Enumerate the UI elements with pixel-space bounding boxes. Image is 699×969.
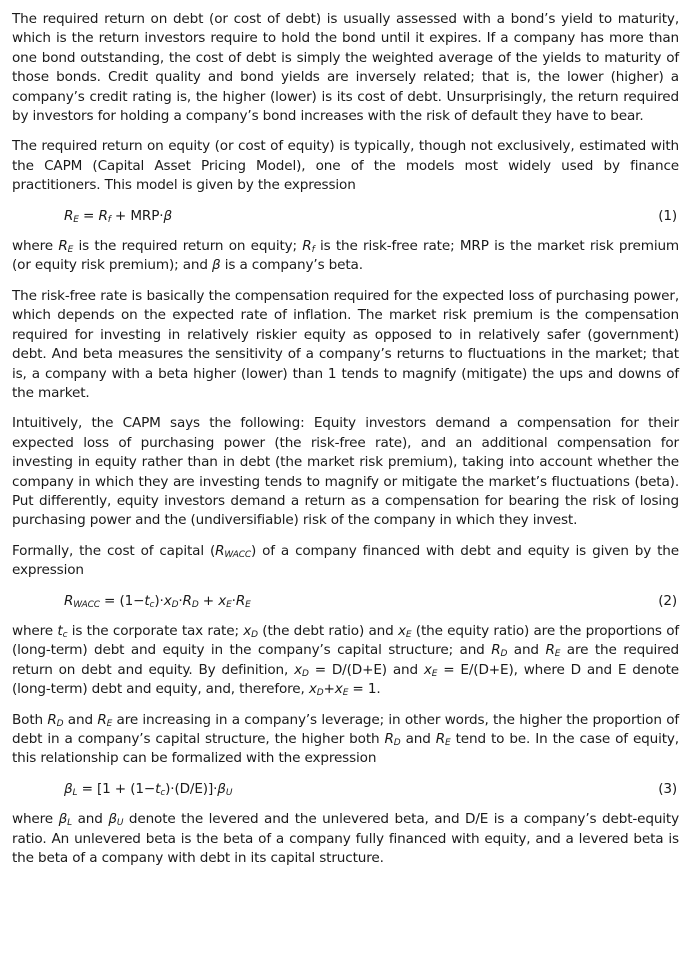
paragraph-cost-of-debt: The required return on debt (or cost of debt) is usually assessed with a bond’s yield to maturity, which is the return investors require to hold the bond until it expires. If a company has more than one bond outstanding, the cost of debt is simply the weighted average of the yields to maturity of those bonds. Credit quality and bond yields are inversely related; that is, the lower (higher) a company’s credit rating is, the higher (lower) is its cost of debt. Unsurprisingly, the return required by investors for holding a company’s bond increases with the risk of default they have to bear.: [12, 11, 679, 125]
equation-capm: [12, 207, 679, 226]
paragraph-capm-intuition: Intuitively, the CAPM says the following: Equity investors demand a compensation for their expected loss of purchasing power (the risk-free rate), and an additional compensation for investing in equity rather than in debt (the market risk premium), taking into account whether the company in which they are investing tends to magnify or mitigate the market’s fluctuations (beta). Put differently, equity investors demand a return as a compensation for bearing the risk of losing purchasing power and the (undiversifiable) risk of the company in which they invest.: [12, 415, 679, 529]
paragraph-capm-definitions: where $R_E$ is the required return on equity; $R_f$ is the risk-free rate; MRP is the market risk premium (or equity risk premium); and β is a company’s beta.: [12, 238, 680, 274]
paragraph-beta-definitions: where $\beta_L$ and $\beta_U$ denote the levered and the unlevered beta, and D/E is a company’s debt-equity ratio. An unlevered beta is the beta of a company fully financed with equity, and a levered beta is the beta of a company with debt in its capital structure.: [12, 811, 679, 867]
paragraph-risk-free-rate: The risk-free rate is basically the compensation required for the expected loss of purchasing power, which depends on the expected rate of inflation. The market risk premium is the compensation required for investing in relatively riskier equity as opposed to in relatively safer (government) debt. And beta measures the sensitivity of a company’s returns to fluctuations in the market; that is, a company with a beta higher (lower) than 1 tends to magnify (mitigate) the ups and downs of the market.: [12, 287, 679, 401]
equation-3-body: $\beta_L = [1 + (1-t_c)\cdot(D/E)]\cdot\beta_U$: [64, 780, 233, 798]
equation-number-2: (2): [658, 592, 677, 609]
equation-number-3: (3): [658, 780, 677, 797]
equation-wacc: [12, 592, 679, 611]
equation-levered-beta: [12, 780, 679, 799]
paragraph-leverage: Both $R_D$ and $R_E$ are increasing in a company’s leverage; in other words, the higher the proportion of debt in a company’s capital structure, the higher both $R_D$ and $R_E$ tend to be. In the case of equity, this relationship can be formalized with the expression: [12, 711, 679, 767]
paragraph-cost-of-equity: The required return on equity (or cost of equity) is typically, though not exclusively, estimated with the CAPM (Capital Asset Pricing Model), one of the models most widely used by finance practitioners. This model is given by the expression: [12, 138, 679, 194]
paragraph-wacc-definitions: where $t_c$ is the corporate tax rate; $x_D$ (the debt ratio) and $x_E$ (the equity ratio) are the proportions of (long-term) debt and equity in the company’s capital structure; and $R_D$ and $R_E$ are the required return on debt and equity. By definition, $x_D = D/(D+E)$ and $x_E = E/(D+E)$, where D and E denote (long-term) debt and equity, and, therefore, $x_D+x_E = 1$.: [12, 622, 680, 699]
equation-number-1: (1): [658, 207, 677, 224]
equation-2-body: $R_{WACC} = (1-t_c)\cdot x_D\cdot R_D + x_E\cdot R_E$: [64, 592, 251, 610]
paragraph-cost-of-capital: Formally, the cost of capital $(R_{WACC})$ of a company financed with debt and equity is given by the expression: [12, 542, 679, 579]
equation-1-body: $R_E = R_f + MRP\cdot\beta$: [64, 207, 172, 225]
